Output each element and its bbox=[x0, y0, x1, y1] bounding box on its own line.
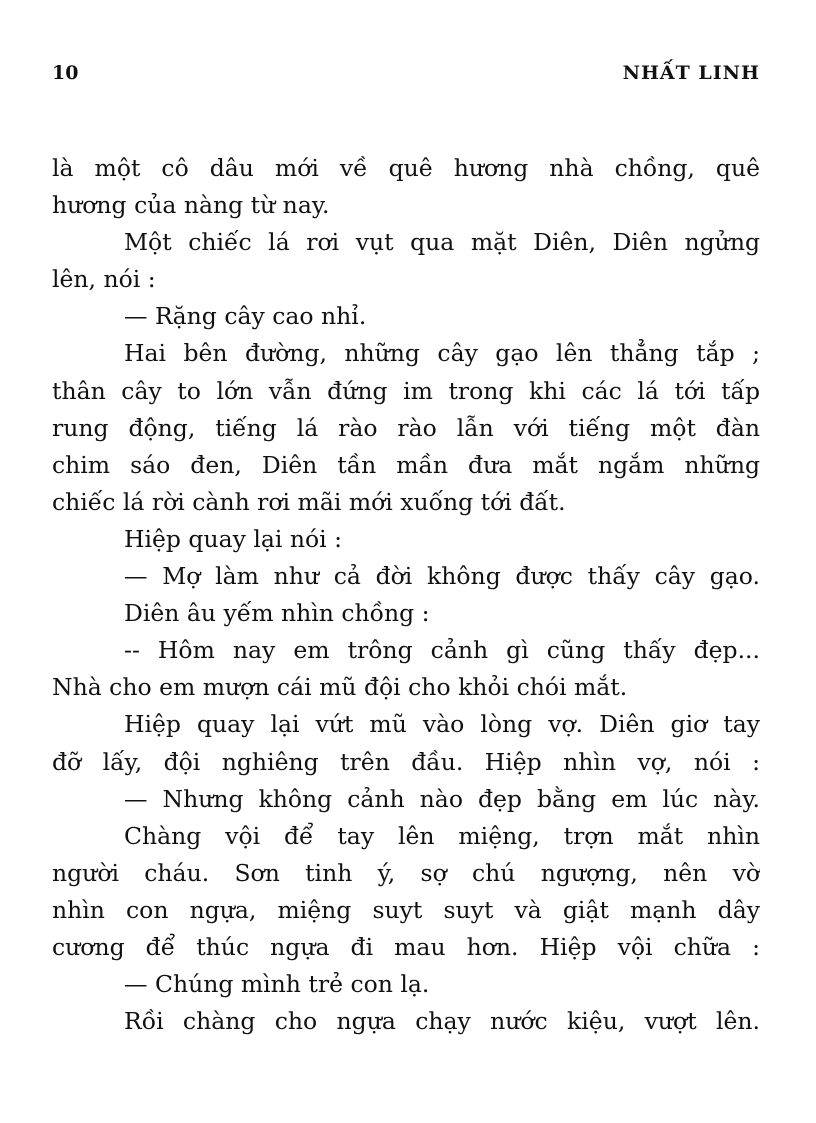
text-line: hương của nàng từ nay. bbox=[52, 191, 330, 220]
text-line: Chàng vội để tay lên miệng, trợn mắt nhìn bbox=[124, 821, 760, 850]
page-number: 10 bbox=[52, 62, 79, 84]
text-line: là một cô dâu mới về quê hương nhà chồng, quê bbox=[52, 154, 760, 182]
text-line: Hai bên đường, những cây gạo lên thẳng tắp ; bbox=[124, 339, 760, 368]
text-line: lên, nói : bbox=[52, 265, 156, 294]
text-line: chiếc lá rời cành rơi mãi mới xuống tới đất. bbox=[52, 487, 566, 516]
text-line: thân cây to lớn vẫn đứng im trong khi các lá tới tấp bbox=[52, 376, 760, 405]
running-header bbox=[52, 62, 760, 92]
text-line: rung động, tiếng lá rào rào lẫn với tiếng một đàn bbox=[52, 413, 760, 442]
text-line: Nhà cho em mượn cái mũ đội cho khỏi chói mắt. bbox=[52, 673, 628, 702]
text-line: -- Hôm nay em trông cảnh gì cũng thấy đẹp... bbox=[124, 636, 760, 665]
text-line: đỡ lấy, đội nghiêng trên đầu. Hiệp nhìn vợ, nói : bbox=[52, 747, 760, 776]
text-line: Một chiếc lá rơi vụt qua mặt Diên, Diên ngửng bbox=[124, 228, 760, 257]
text-line: Hiệp quay lại vứt mũ vào lòng vợ. Diên giơ tay bbox=[124, 710, 760, 739]
text-line: — Mợ làm như cả đời không được thấy cây gạo. bbox=[124, 562, 760, 591]
text-line: nhìn con ngựa, miệng suyt suyt và giật mạnh dây bbox=[52, 895, 760, 924]
author-name: NHẤT LINH bbox=[622, 62, 760, 84]
text-line: người cháu. Sơn tinh ý, sợ chú ngượng, nên vờ bbox=[52, 858, 760, 887]
body-text bbox=[52, 150, 760, 1040]
text-line: Hiệp quay lại nói : bbox=[124, 524, 343, 553]
text-line: Diên âu yếm nhìn chồng : bbox=[124, 599, 430, 628]
text-line: cương để thúc ngựa đi mau hơn. Hiệp vội chữa : bbox=[52, 932, 760, 961]
text-line: — Nhưng không cảnh nào đẹp bằng em lúc này. bbox=[124, 784, 760, 813]
text-line: — Rặng cây cao nhỉ. bbox=[124, 302, 367, 331]
text-line: — Chúng mình trẻ con lạ. bbox=[124, 970, 430, 999]
text-line: Rồi chàng cho ngựa chạy nước kiệu, vượt lên. bbox=[124, 1007, 760, 1036]
text-line: chim sáo đen, Diên tần mần đưa mắt ngắm những bbox=[52, 450, 760, 479]
